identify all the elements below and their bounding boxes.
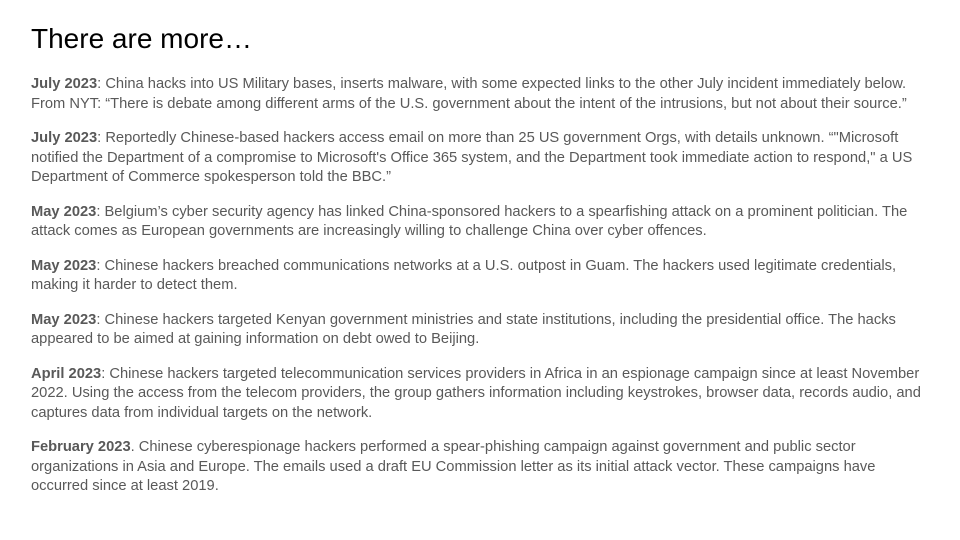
slide-title: There are more… [31,23,252,54]
list-item [31,311,921,350]
entry-date: April 2023 [31,365,102,382]
entry-text: : Chinese hackers breached communications networks at a U.S. outpost in Guam. The hackers used legitimate credentials, making it harder to detect them. [31,257,897,293]
entry-date: July 2023 [31,130,98,146]
list-item [31,203,921,242]
entry-text: : Chinese hackers targeted Kenyan government ministries and state institutions, including the presidential office. The hacks appeared to be aimed at gaining information on debt owed to Beijing. [31,311,896,347]
entry-date: July 2023 [31,76,98,92]
entry-text: : China hacks into US Military bases, inserts malware, with some expected links to the other July incident immediately below. From NYT: “There is debate among different arms of the U.S. government about the intent of the intrusions, but not about their source.” [31,76,907,112]
entry-date: February 2023 [31,439,131,455]
list-item [31,257,921,296]
entry-text: . Chinese cyberespionage hackers performed a spear-phishing campaign against government and public sector organizations in Asia and Europe. The emails used a draft EU Commission letter as its initial attack vector. These campaigns have occurred since at least 2019. [31,439,876,494]
entry-text: : Chinese hackers targeted telecommunication services providers in Africa in an espionage campaign since at least November 2022. Using the access from the telecom providers, the group gathers information including keystrokes, browser data, records audio, and captures data from individual targets on the network. [31,365,921,421]
list-item [31,438,921,497]
entry-text: : Reportedly Chinese-based hackers access email on more than 25 US government Orgs, with details unknown. “"Microsoft notified the Department of a compromise to Microsoft's Office 365 system, and the Department took immediate action to respond," a US Department of Commerce spokesperson told the BBC.” [31,130,913,185]
entry-date: May 2023 [31,203,97,220]
list-item [31,365,921,424]
list-item [31,129,921,188]
entry-text: : Belgium’s cyber security agency has linked China-sponsored hackers to a spearfishing attack on a prominent politician. The attack comes as European governments are increasingly willing to challenge China over cyber offences. [31,203,908,239]
entry-date: May 2023 [31,257,97,274]
incident-list [31,75,921,512]
entry-date: May 2023 [31,311,97,328]
list-item [31,75,921,114]
